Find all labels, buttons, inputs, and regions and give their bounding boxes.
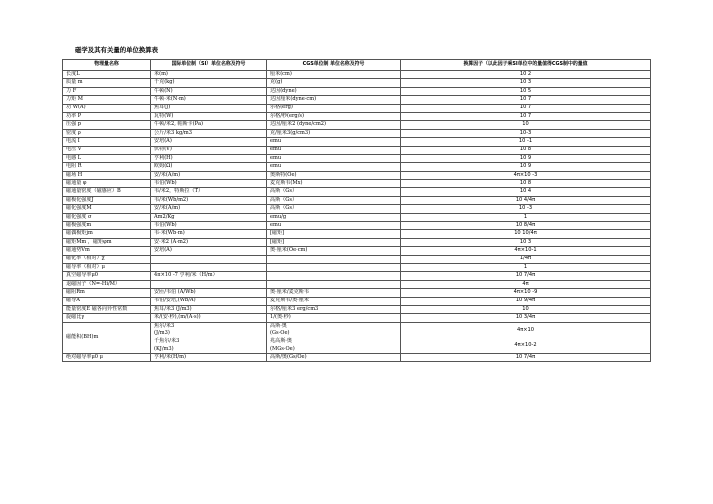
table-row: [63, 222, 651, 230]
cell-cgs-unit: 克/厘米3(g/cm3): [267, 129, 401, 137]
cell-factor: 10 5: [401, 87, 651, 95]
cell-si-unit: [151, 263, 267, 271]
cell-quantity: 绝对磁导率μ0 μ: [63, 354, 151, 362]
table-row: [63, 104, 651, 112]
cell-cgs-unit: [磁矩]: [267, 238, 401, 246]
header-factor: 换算因子（以此因子乘SI单位中的量值得CGS制中的量值: [401, 60, 651, 71]
cell-factor: 10 9/4π: [401, 297, 651, 305]
cell-si-unit: 4π×10 -7 亨利/米（H/m）: [151, 272, 267, 280]
cell-si-unit: 安培(A): [151, 138, 267, 146]
cell-cgs-unit: 1/(奥·秒): [267, 314, 401, 322]
table-row: [63, 129, 651, 137]
cell-factor: 10 -1: [401, 138, 651, 146]
cell-quantity: 磁化强度M: [63, 205, 151, 213]
cell-quantity: 电流 I: [63, 138, 151, 146]
cell-si-unit: 牛顿(N): [151, 87, 267, 95]
cell-quantity: 磁通量密度（磁感应）B: [63, 188, 151, 196]
table-row: [63, 79, 651, 87]
table-row: [63, 146, 651, 154]
cell-factor: 10 9: [401, 163, 651, 171]
cell-si-unit: 欧姆(Ω): [151, 163, 267, 171]
cell-si-unit: [151, 280, 267, 288]
cell-factor: 1: [401, 263, 651, 271]
cell-quantity: 力矩 M: [63, 96, 151, 104]
cell-cgs-unit: 麦克斯韦(Mx): [267, 180, 401, 188]
cell-cgs-unit: 尔格/秒(erg/s): [267, 112, 401, 120]
cell-si-unit: 韦·米(Wb·m): [151, 230, 267, 238]
table-row: [63, 230, 651, 238]
cell-si-unit: 安匝/韦伯 (A/Wb): [151, 289, 267, 297]
cell-factor: 10 3/4π: [401, 314, 651, 322]
cell-quantity: 磁极化强度J: [63, 196, 151, 204]
cell-quantity: 磁矩Mm ，磁矩φm: [63, 238, 151, 246]
cell-factor: 10 2: [401, 71, 651, 79]
table-row: [63, 213, 651, 221]
cell-quantity: 磁能积(BH)m: [63, 322, 151, 353]
table-row: [63, 188, 651, 196]
cell-cgs-unit: 克(g): [267, 79, 401, 87]
cell-si-unit: 亨利/米(H/m): [151, 354, 267, 362]
cell-factor: 10 7/4π: [401, 272, 651, 280]
table-row: [63, 305, 651, 313]
cell-cgs-unit: [267, 263, 401, 271]
cell-cgs-unit: emu: [267, 222, 401, 230]
cell-quantity: 退磁因子（N=-Hi/M）: [63, 280, 151, 288]
cell-si-unit: Am2/Kg: [151, 213, 267, 221]
table-row: [63, 87, 651, 95]
cell-quantity: 磁通势Vm: [63, 247, 151, 255]
table-row: [63, 263, 651, 271]
cell-factor: 10 10/4π: [401, 230, 651, 238]
table-row: [63, 121, 651, 129]
cell-cgs-unit: 高斯（Gs）: [267, 188, 401, 196]
cell-factor: 4π×10 -3: [401, 171, 651, 179]
cell-si-unit: 韦伯/安培,(Wb/A): [151, 297, 267, 305]
table-row: [63, 247, 651, 255]
cell-si-unit: 瓦特(W): [151, 112, 267, 120]
cell-factor: 10 8/4π: [401, 222, 651, 230]
cell-si-unit: 亨利(H): [151, 154, 267, 162]
cell-quantity: 电阻 R: [63, 163, 151, 171]
cell-factor: 10: [401, 121, 651, 129]
cell-factor: 10 9: [401, 154, 651, 162]
page-title: 磁学及其有关量的单位换算表: [75, 46, 159, 54]
cell-si-unit: 安培(A): [151, 247, 267, 255]
cell-si-unit: 韦/米(Wb/m2): [151, 196, 267, 204]
cell-quantity: 功率 P: [63, 112, 151, 120]
cell-cgs-unit: 奥·厘米(Oe·cm): [267, 247, 401, 255]
cell-cgs-unit: 达因/厘米2 (dyne/cm2): [267, 121, 401, 129]
cell-cgs-unit: 奥·厘米/麦克斯韦: [267, 289, 401, 297]
cell-cgs-unit: emu: [267, 163, 401, 171]
cell-factor: 10 8: [401, 180, 651, 188]
cell-cgs-unit: 高斯（Gs）: [267, 196, 401, 204]
cell-cgs-unit: emu/g: [267, 213, 401, 221]
cell-si-unit: 伏特(V): [151, 146, 267, 154]
cell-quantity: 磁偶极矩jm: [63, 230, 151, 238]
table-row: [63, 354, 651, 362]
cell-si-unit: 安/米(A/m): [151, 205, 267, 213]
cell-factor: 4π×10-1: [401, 247, 651, 255]
cell-quantity: 真空磁导率μ0: [63, 272, 151, 280]
table-row: [63, 163, 651, 171]
cell-cgs-unit: 高斯/奥(Gs/Oe): [267, 354, 401, 362]
table-row: [63, 180, 651, 188]
header-cgs-unit: CGS单位制 单位名称及符号: [267, 60, 401, 71]
cell-quantity: 质量 m: [63, 79, 151, 87]
cell-factor: 10 8: [401, 146, 651, 154]
cell-cgs-unit: 高斯（Gs）: [267, 205, 401, 213]
cell-si-unit: 公斤/米3 kg/m3: [151, 129, 267, 137]
cell-cgs-unit: 尔格(erg): [267, 104, 401, 112]
cell-factor: 4π×10 -9: [401, 289, 651, 297]
cell-si-unit: 焦耳/米3 (J/m3): [151, 305, 267, 313]
table-header-row: [63, 60, 651, 71]
cell-quantity: 电压 V: [63, 146, 151, 154]
cell-si-unit: 米(m): [151, 71, 267, 79]
cell-quantity: 磁场 H: [63, 171, 151, 179]
cell-cgs-unit: 达因(dyne): [267, 87, 401, 95]
cell-factor: 1: [401, 213, 651, 221]
cell-quantity: 磁通量 φ: [63, 180, 151, 188]
cell-cgs-unit: 尔格/厘米3 erg/cm3: [267, 305, 401, 313]
header-quantity: 物理量名称: [63, 60, 151, 71]
cell-cgs-unit: emu: [267, 146, 401, 154]
table-row: [63, 280, 651, 288]
unit-conversion-table: [62, 59, 651, 362]
cell-cgs-unit: emu: [267, 154, 401, 162]
table-row: [63, 154, 651, 162]
cell-factor: 4π: [401, 280, 651, 288]
cell-factor: 10: [401, 305, 651, 313]
cell-cgs-unit: 麦克斯韦/奥·厘米: [267, 297, 401, 305]
cell-factor: 10 7: [401, 96, 651, 104]
cell-quantity: 磁化强度 σ: [63, 213, 151, 221]
table-row: [63, 171, 651, 179]
cell-quantity: 力 F: [63, 87, 151, 95]
cell-si-unit: 安/米(A/m): [151, 171, 267, 179]
cell-factor: 10 4: [401, 188, 651, 196]
table-row: [63, 289, 651, 297]
cell-cgs-unit: [磁矩]: [267, 230, 401, 238]
cell-factor: 1/4π: [401, 255, 651, 263]
cell-factor: 10-3: [401, 129, 651, 137]
cell-factor: 10 3: [401, 238, 651, 246]
cell-quantity: 电感 L: [63, 154, 151, 162]
cell-quantity: 长度L: [63, 71, 151, 79]
cell-si-unit: 米/(安·秒),(m/(A·s)): [151, 314, 267, 322]
table-row: [63, 255, 651, 263]
cell-si-unit: 焦耳(J): [151, 104, 267, 112]
cell-factor: 10 4/4π: [401, 196, 651, 204]
cell-factor: 10 7/4π: [401, 354, 651, 362]
cell-cgs-unit: [267, 272, 401, 280]
cell-factor: 4π×10 4π×10-2: [401, 322, 651, 353]
cell-quantity: 磁导率（相对）μ: [63, 263, 151, 271]
table-row: [63, 314, 651, 322]
cell-quantity: 压强 p: [63, 121, 151, 129]
cell-quantity: 旋磁比γ: [63, 314, 151, 322]
cell-cgs-unit: 高斯·奥 (Gs·Oe) 兆高斯·奥 (MGs·Oe): [267, 322, 401, 353]
cell-cgs-unit: [267, 255, 401, 263]
cell-si-unit: 千克(kg): [151, 79, 267, 87]
header-si-unit: 国际单位制（SI）单位名称及符号: [151, 60, 267, 71]
cell-cgs-unit: 达因厘米(dyne·cm): [267, 96, 401, 104]
table-row: [63, 138, 651, 146]
table-row: [63, 322, 651, 353]
cell-factor: 10 7: [401, 104, 651, 112]
cell-quantity: 功 W(A): [63, 104, 151, 112]
table-row: [63, 272, 651, 280]
cell-factor: 10 7: [401, 112, 651, 120]
cell-cgs-unit: emu: [267, 138, 401, 146]
table-row: [63, 238, 651, 246]
cell-cgs-unit: 厘米(cm): [267, 71, 401, 79]
table-row: [63, 196, 651, 204]
table-row: [63, 96, 651, 104]
cell-si-unit: 韦伯(Wb): [151, 180, 267, 188]
cell-si-unit: 韦伯(Wb): [151, 222, 267, 230]
cell-si-unit: 安·米2 (A·m2): [151, 238, 267, 246]
cell-cgs-unit: [267, 280, 401, 288]
cell-cgs-unit: 奥斯特(Oe): [267, 171, 401, 179]
table-row: [63, 205, 651, 213]
cell-si-unit: 牛顿/米2, 帕斯卡(Pa): [151, 121, 267, 129]
cell-factor: 10 3: [401, 79, 651, 87]
cell-factor: 10 -3: [401, 205, 651, 213]
cell-quantity: 磁化率（相对）χ: [63, 255, 151, 263]
cell-quantity: 磁阻Rm: [63, 289, 151, 297]
table-row: [63, 297, 651, 305]
cell-quantity: 密度 ρ: [63, 129, 151, 137]
cell-quantity: 磁导A: [63, 297, 151, 305]
cell-si-unit: 韦/米2，特斯拉（T）: [151, 188, 267, 196]
table-row: [63, 112, 651, 120]
cell-si-unit: [151, 255, 267, 263]
table-row: [63, 71, 651, 79]
cell-si-unit: 焦尔/米3 (J/m3) 千焦尔/米3 (KJ/m3): [151, 322, 267, 353]
cell-quantity: 磁极强度m: [63, 222, 151, 230]
table-body: [63, 71, 651, 362]
cell-si-unit: 牛顿·米(N·m): [151, 96, 267, 104]
cell-quantity: 能量密度E 磁各向异性常数: [63, 305, 151, 313]
